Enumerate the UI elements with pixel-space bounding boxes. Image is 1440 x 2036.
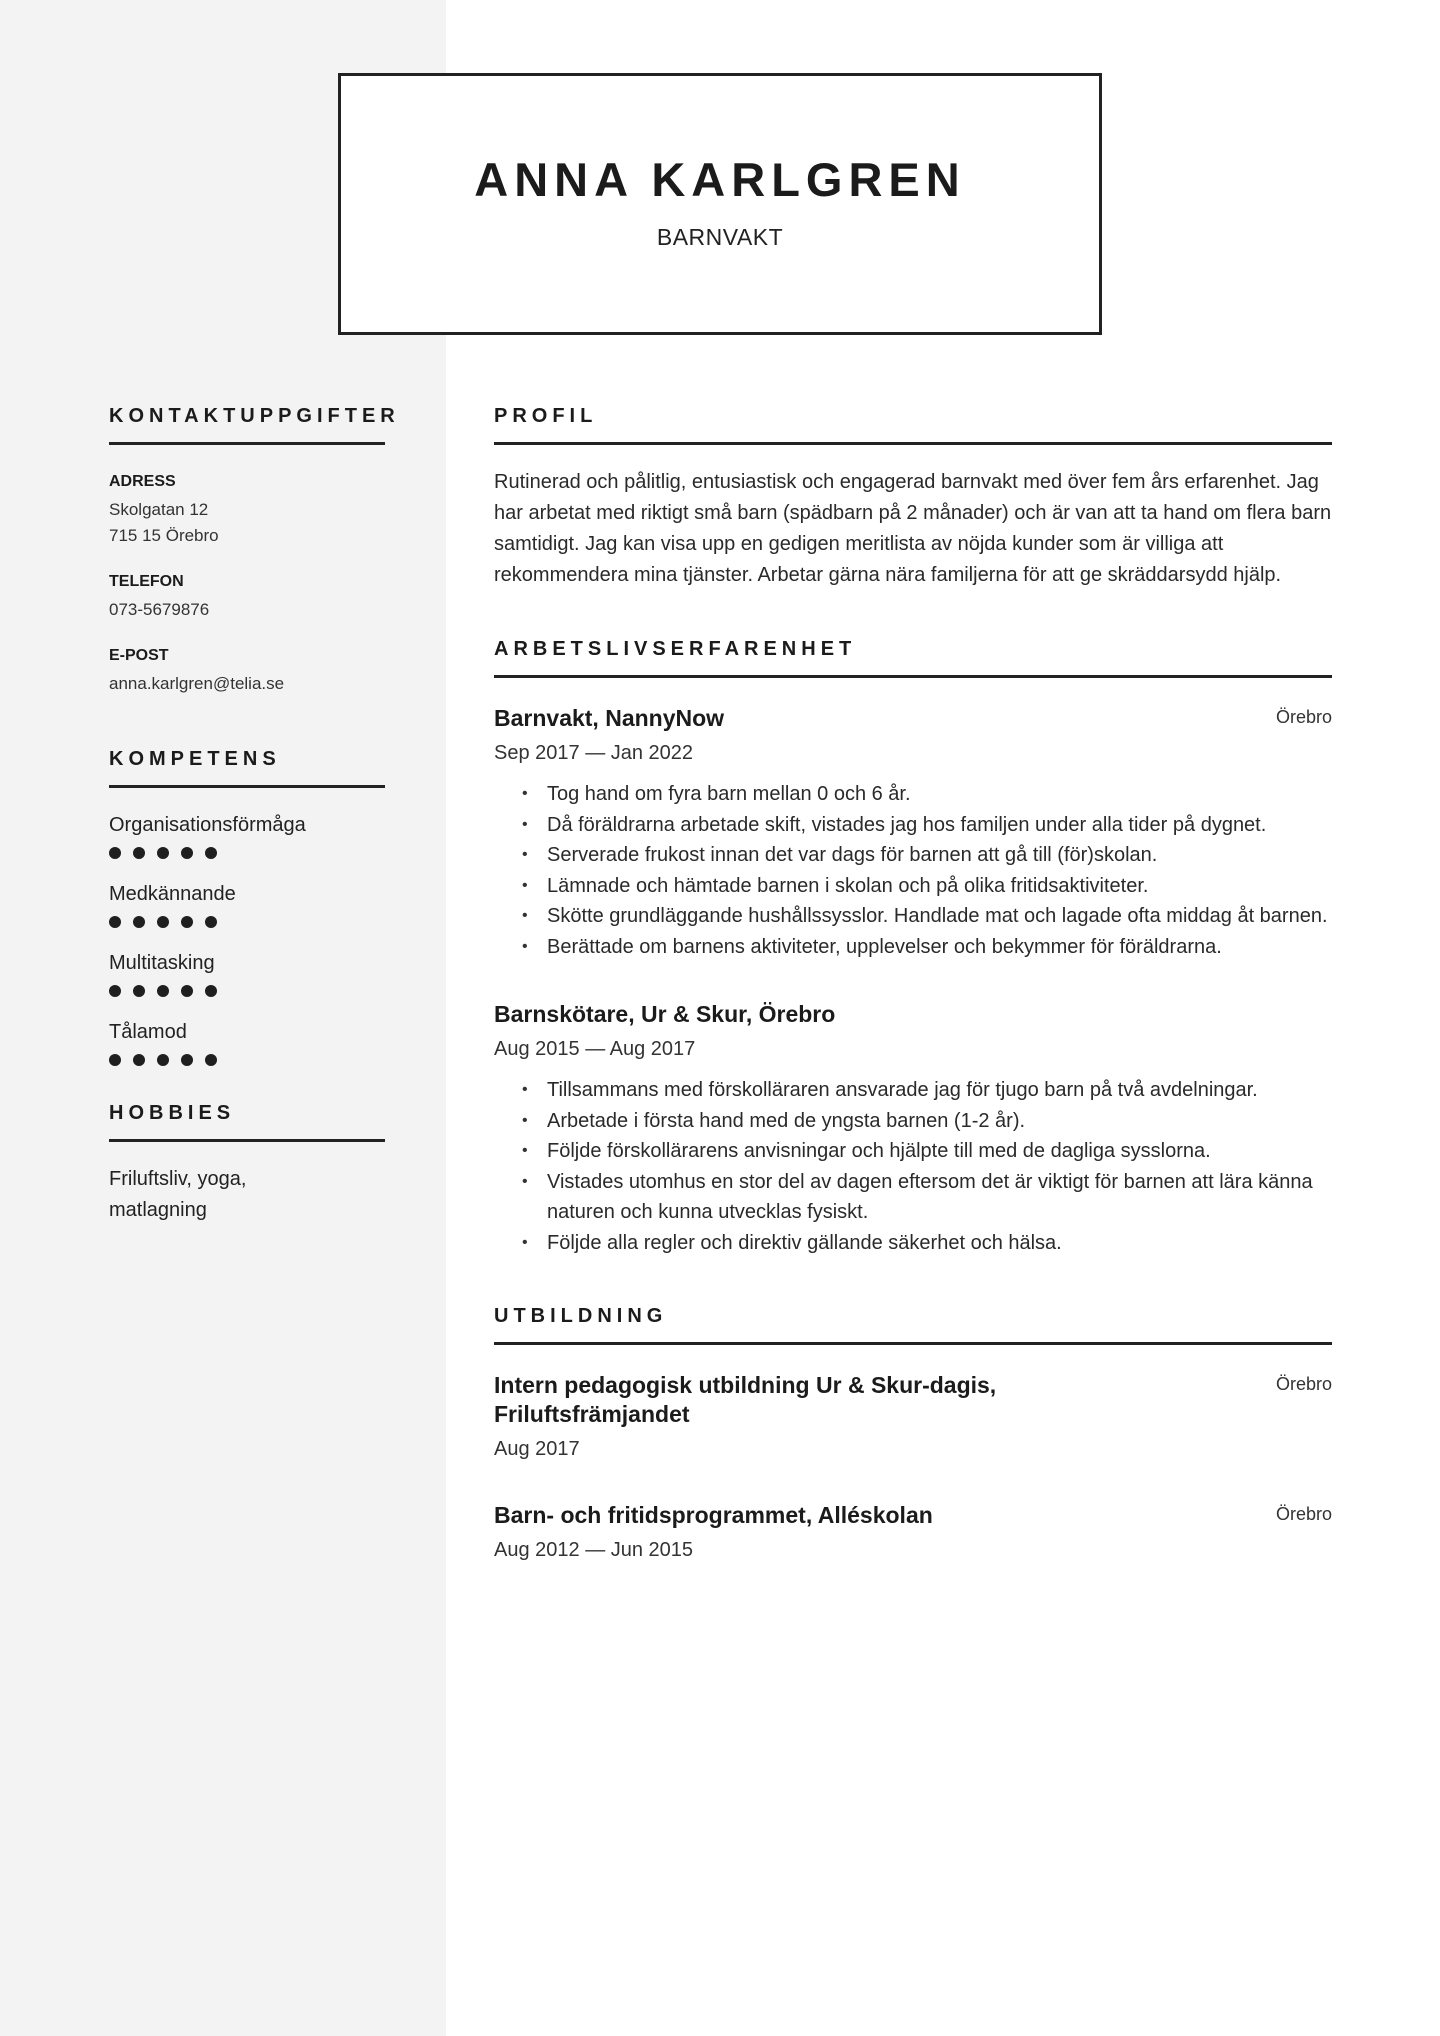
main-content <box>494 405 1332 1564</box>
rating-dot <box>181 847 193 859</box>
job-title: Barnvakt, NannyNow <box>494 705 725 731</box>
bullet-item: • Tillsammans med förskolläraren ansvarade jag för tjugo barn på två avdelningar. <box>494 1075 1332 1106</box>
address-line-1: Skolgatan 12 <box>109 500 209 519</box>
bullet-item: • Serverade frukost innan det var dags för barnen att gå till (för)skolan. <box>494 840 1332 871</box>
education-list <box>494 1371 1332 1564</box>
rating-dot <box>205 916 217 928</box>
address-line-2: 715 15 Örebro <box>109 526 219 545</box>
email-value: anna.karlgren@telia.se <box>109 674 285 693</box>
rating-dot <box>181 985 193 997</box>
job-bullets <box>494 1075 1332 1258</box>
jobs-list <box>494 704 1332 1258</box>
rating-dot <box>109 916 121 928</box>
rating-dot <box>109 1054 121 1066</box>
bullet-item: • Följde förskollärarens anvisningar och hjälpte till med de dagliga sysslorna. <box>494 1136 1332 1167</box>
skill-name: Tålamod <box>109 1021 187 1043</box>
bullet-item: • Skötte grundläggande hushållssysslor. Handlade mat och lagade ofta middag åt barnen. <box>494 901 1332 932</box>
rating-dot <box>205 1054 217 1066</box>
bullet-item: • Vistades utomhus en stor del av dagen eftersom det är viktigt för barnen att lära känna naturen och kunna utvecklas fysiskt. <box>494 1167 1332 1228</box>
profile-heading: PROFIL <box>494 405 1332 445</box>
rating-dot <box>109 847 121 859</box>
rating-dot <box>157 1054 169 1066</box>
skills-list <box>109 813 385 1066</box>
education-entry <box>494 1371 1332 1463</box>
rating-dot <box>133 916 145 928</box>
hobbies-text: Friluftsliv, yoga, matlagning <box>109 1168 247 1221</box>
bullet-item: • Följde alla regler och direktiv gällande säkerhet och hälsa. <box>494 1228 1332 1259</box>
rating-dot <box>133 847 145 859</box>
education-header <box>494 1371 1332 1429</box>
address-label: ADRESS <box>109 473 176 490</box>
job-city: Örebro <box>1275 707 1332 727</box>
job-entry <box>494 704 1332 962</box>
candidate-name: ANNA KARLGREN <box>474 153 966 206</box>
rating-dot <box>205 985 217 997</box>
skill-name: Organisationsförmåga <box>109 814 306 836</box>
rating-dot <box>205 847 217 859</box>
skill-rating <box>109 1054 385 1066</box>
bullet-item: • Då föräldrarna arbetade skift, vistades jag hos familjen under alla tider på dygnet. <box>494 810 1332 841</box>
job-header <box>494 704 1332 733</box>
rating-dot <box>157 847 169 859</box>
rating-dot <box>133 985 145 997</box>
rating-dot <box>157 916 169 928</box>
skill-rating <box>109 985 385 997</box>
contact-heading: KONTAKTUPPGIFTER <box>109 405 385 445</box>
education-header <box>494 1501 1332 1530</box>
rating-dot <box>109 985 121 997</box>
skills-heading: KOMPETENS <box>109 748 385 788</box>
rating-dot <box>157 985 169 997</box>
job-date: Aug 2015 — Aug 2017 <box>494 1038 696 1060</box>
email-label: E-POST <box>109 647 169 664</box>
education-city: Örebro <box>1275 1504 1332 1524</box>
profile-text: Rutinerad och pålitlig, entusiastisk och engagerad barnvakt med över fem års erfarenhet. Jag har arbetat med riktigt små barn (spädbarn på 2 månader) och är van att ta hand om flera barn samtidigt. Jag kan visa upp en gedigen meritlista av nöjda kunder som är villiga att rekommendera mina tjänster. Arbetar gärna nära familjerna för att ge skräddarsydd hjälp. <box>494 471 1332 586</box>
bullet-item: • Lämnade och hämtade barnen i skolan och på olika fritidsaktiviteter. <box>494 871 1332 902</box>
phone-label: TELEFON <box>109 573 184 590</box>
education-date: Aug 2012 — Jun 2015 <box>494 1539 694 1561</box>
hobbies-heading: HOBBIES <box>109 1102 385 1142</box>
job-entry <box>494 1000 1332 1258</box>
skill-name: Medkännande <box>109 883 236 905</box>
skill-rating <box>109 916 385 928</box>
skill-rating <box>109 847 385 859</box>
bullet-item: • Arbetade i första hand med de yngsta barnen (1-2 år). <box>494 1106 1332 1137</box>
education-title: Intern pedagogisk utbildning Ur & Skur-dagis, Friluftsfrämjandet <box>494 1372 997 1427</box>
job-role: BARNVAKT <box>656 224 784 251</box>
bullet-item: • Tog hand om fyra barn mellan 0 och 6 år. <box>494 779 1332 810</box>
experience-heading: ARBETSLIVSERFARENHET <box>494 638 1332 678</box>
job-date: Sep 2017 — Jan 2022 <box>494 742 694 764</box>
name-header <box>338 73 1102 335</box>
education-entry <box>494 1501 1332 1564</box>
rating-dot <box>181 916 193 928</box>
rating-dot <box>181 1054 193 1066</box>
job-header <box>494 1000 1332 1029</box>
job-title: Barnskötare, Ur & Skur, Örebro <box>494 1001 836 1027</box>
address-value <box>109 497 385 549</box>
sidebar <box>109 405 400 1226</box>
education-heading: UTBILDNING <box>494 1305 1332 1345</box>
phone-value: 073-5679876 <box>109 600 210 619</box>
bullet-item: • Berättade om barnens aktiviteter, upplevelser och bekymmer för föräldrarna. <box>494 932 1332 963</box>
education-city: Örebro <box>1275 1374 1332 1394</box>
education-title: Barn- och fritidsprogrammet, Alléskolan <box>494 1502 933 1528</box>
education-date: Aug 2017 <box>494 1438 580 1460</box>
job-bullets <box>494 779 1332 962</box>
rating-dot <box>133 1054 145 1066</box>
skill-name: Multitasking <box>109 952 215 974</box>
